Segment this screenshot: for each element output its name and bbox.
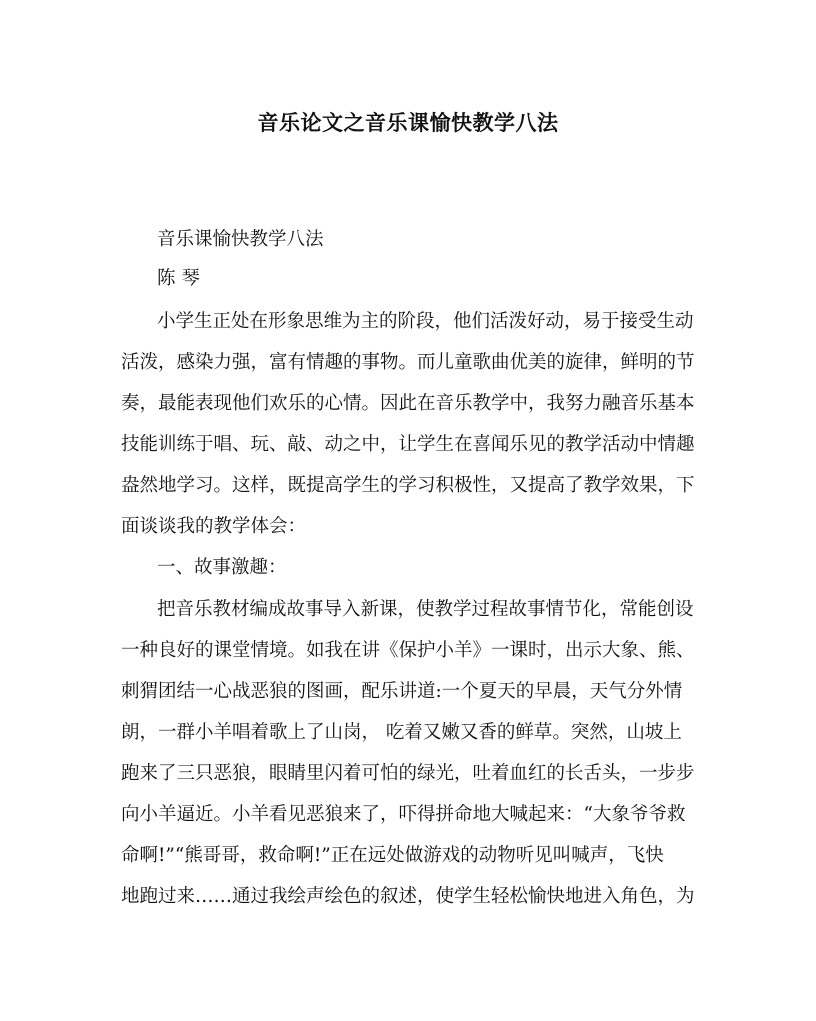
body-line-9: 刺猬团结一心战恶狼的图画，配乐讲道:一个夏天的早晨，天气分外情 (121, 681, 683, 702)
section-heading-1: 一、故事激趣： (157, 557, 287, 578)
body-line-3: 奏，最能表现他们欢乐的心情。因此在音乐教学中，我努力融音乐基本 (121, 393, 695, 414)
body-line-13: 命啊!”“熊哥哥，救命啊!”正在远处做游戏的动物听见叫喊声，飞快 (121, 845, 664, 866)
body-line-4: 技能训练于唱、玩、敲、动之中，让学生在喜闻乐见的教学活动中情趣 (121, 434, 695, 455)
body-line-11: 跑来了三只恶狼，眼睛里闪着可怕的绿光，吐着血红的长舌头，一步步 (121, 763, 695, 784)
body-line-6: 面谈谈我的教学体会： (121, 516, 307, 537)
body-line-5: 盎然地学习。这样，既提高学生的学习积极性，又提高了教学效果，下 (121, 475, 695, 496)
body-line-8: 一种良好的课堂情境。如我在讲《保护小羊》一课时，出示大象、熊、 (121, 640, 695, 661)
document-title: 音乐论文之音乐课愉快教学八法 (257, 110, 559, 135)
body-line-1: 小学生正处在形象思维为主的阶段，他们活泼好动，易于接受生动 (157, 311, 694, 332)
body-line-10: 朗，一群小羊唱着歌上了山岗， 吃着又嫩又香的鲜草。突然，山坡上 (121, 722, 682, 743)
author-line: 陈 琴 (157, 268, 200, 289)
body-line-12: 向小羊逼近。小羊看见恶狼来了，吓得拼命地大喊起来：“大象爷爷救 (121, 804, 686, 825)
body-line-7: 把音乐教材编成故事导入新课，使教学过程故事情节化，常能创设 (157, 599, 694, 620)
body-line-14: 地跑过来……通过我绘声绘色的叙述，使学生轻松愉快地进入角色，为 (121, 886, 695, 907)
subtitle-line: 音乐课愉快教学八法 (157, 229, 324, 250)
body-line-2: 活泼，感染力强，富有情趣的事物。而儿童歌曲优美的旋律，鲜明的节 (121, 352, 695, 373)
